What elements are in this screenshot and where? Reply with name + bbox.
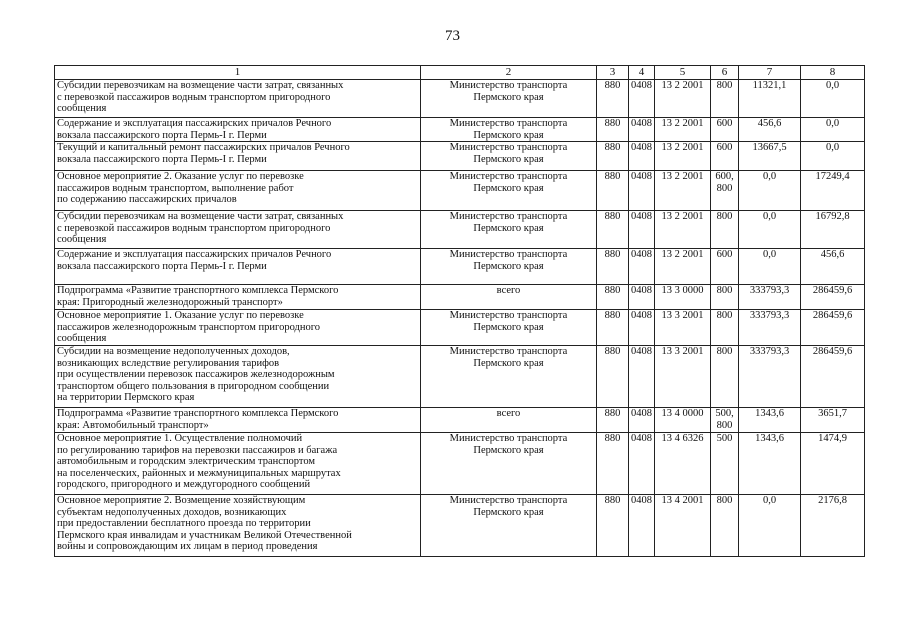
cell-section-text: 0408	[631, 80, 652, 91]
cell-expense-type-text: 600	[716, 142, 733, 153]
cell-amount-1	[739, 285, 801, 310]
cell-section-text: 0408	[631, 346, 652, 357]
cell-target-article	[655, 118, 711, 142]
cell-expense-type	[711, 249, 739, 285]
cell-administrator	[421, 346, 597, 408]
cell-section-text: 0408	[631, 433, 652, 444]
cell-section-text: 0408	[631, 171, 652, 182]
cell-target-article-text: 13 4 2001	[661, 495, 704, 506]
cell-item-name-text: Текущий и капитальный ремонт пассажирских причалов Речного вокзала пассажирского порта Пермь-I г. Перми	[57, 142, 350, 165]
cell-grbs	[597, 346, 629, 408]
cell-administrator-text: Министерство транспорта Пермского края	[449, 249, 568, 272]
cell-expense-type-text: 800	[716, 495, 733, 506]
cell-amount-2-text: 0,0	[825, 142, 840, 153]
cell-target-article	[655, 433, 711, 495]
cell-administrator	[421, 80, 597, 118]
cell-grbs	[597, 495, 629, 557]
cell-grbs-text: 880	[604, 346, 621, 357]
cell-grbs-text: 880	[604, 171, 621, 182]
cell-administrator-text: Министерство транспорта Пермского края	[449, 118, 568, 141]
cell-item-name	[55, 495, 421, 557]
cell-grbs	[597, 80, 629, 118]
cell-grbs-text: 880	[604, 408, 621, 419]
cell-item-name	[55, 80, 421, 118]
cell-expense-type-text: 600	[716, 249, 733, 260]
cell-amount-1-text: 333793,3	[749, 310, 790, 321]
cell-item-name	[55, 171, 421, 211]
cell-amount-2-text: 286459,6	[812, 310, 853, 321]
cell-target-article-text: 13 2 2001	[661, 249, 704, 260]
cell-administrator-text: Министерство транспорта Пермского края	[449, 346, 568, 369]
cell-target-article	[655, 171, 711, 211]
cell-expense-type-text: 800	[716, 80, 733, 91]
cell-item-name-text: Подпрограмма «Развитие транспортного комплекса Пермского края: Автомобильный транспорт»	[57, 408, 339, 431]
cell-amount-1-text: 333793,3	[749, 346, 790, 357]
cell-grbs-text: 880	[604, 310, 621, 321]
cell-amount-2-text: 456,6	[820, 249, 845, 260]
cell-administrator-text: Министерство транспорта Пермского края	[449, 310, 568, 333]
cell-target-article-text: 13 4 0000	[661, 408, 704, 419]
cell-section	[629, 310, 655, 346]
cell-target-article-text: 13 3 2001	[661, 310, 704, 321]
cell-section-text: 0408	[631, 142, 652, 153]
cell-amount-2-text: 0,0	[825, 118, 840, 129]
table-row	[55, 285, 865, 310]
cell-administrator	[421, 408, 597, 433]
cell-item-name	[55, 346, 421, 408]
cell-item-name-text: Содержание и эксплуатация пассажирских причалов Речного вокзала пассажирского порта Пермь-I г. Перми	[57, 118, 332, 141]
cell-expense-type	[711, 495, 739, 557]
cell-amount-1	[739, 118, 801, 142]
cell-amount-1-text: 0,0	[762, 171, 777, 182]
header-col-4: 4	[629, 66, 655, 80]
cell-amount-1	[739, 211, 801, 249]
cell-amount-2	[801, 495, 865, 557]
cell-item-name-text: Основное мероприятие 2. Оказание услуг по перевозке пассажиров водным транспортом, выполнение работ по содержанию пассажирских причалов	[57, 171, 304, 205]
cell-grbs	[597, 433, 629, 495]
cell-amount-2	[801, 346, 865, 408]
table-row	[55, 118, 865, 142]
cell-item-name-text: Содержание и эксплуатация пассажирских причалов Речного вокзала пассажирского порта Пермь-I г. Перми	[57, 249, 332, 272]
cell-item-name-text: Субсидии перевозчикам на возмещение части затрат, связанных с перевозкой пассажиров водным транспортом пригородного сообщения	[57, 80, 344, 114]
cell-administrator-text: всего	[496, 408, 521, 419]
cell-expense-type	[711, 80, 739, 118]
cell-administrator-text: Министерство транспорта Пермского края	[449, 211, 568, 234]
cell-administrator	[421, 285, 597, 310]
cell-amount-1-text: 1343,6	[755, 408, 784, 419]
cell-amount-2	[801, 211, 865, 249]
cell-amount-1	[739, 249, 801, 285]
cell-item-name	[55, 211, 421, 249]
cell-expense-type	[711, 408, 739, 433]
cell-grbs	[597, 142, 629, 171]
table-row	[55, 495, 865, 557]
cell-expense-type	[711, 142, 739, 171]
cell-expense-type-text: 800	[716, 285, 733, 296]
cell-expense-type	[711, 118, 739, 142]
cell-grbs-text: 880	[604, 495, 621, 506]
cell-grbs	[597, 408, 629, 433]
cell-target-article-text: 13 2 2001	[661, 118, 704, 129]
cell-target-article	[655, 285, 711, 310]
header-col-1: 1	[55, 66, 421, 80]
cell-amount-2	[801, 142, 865, 171]
cell-administrator	[421, 118, 597, 142]
cell-section	[629, 433, 655, 495]
cell-amount-2-text: 17249,4	[815, 171, 850, 182]
cell-amount-1-text: 333793,3	[749, 285, 790, 296]
cell-amount-2-text: 3651,7	[818, 408, 847, 419]
cell-administrator-text: Министерство транспорта Пермского края	[449, 142, 568, 165]
cell-amount-1-text: 0,0	[762, 211, 777, 222]
cell-amount-2-text: 286459,6	[812, 346, 853, 357]
cell-grbs	[597, 211, 629, 249]
cell-target-article	[655, 495, 711, 557]
cell-grbs	[597, 285, 629, 310]
cell-section	[629, 285, 655, 310]
cell-item-name-text: Субсидии на возмещение недополученных доходов, возникающих вследствие регулирования тарифов при осуществлении перевозок пассажиров железнодорожным транспортом общего пользования в пригородном сообщении на территории Пермского края	[57, 346, 335, 403]
table-row	[55, 142, 865, 171]
cell-administrator-text: Министерство транспорта Пермского края	[449, 171, 568, 194]
cell-section	[629, 211, 655, 249]
cell-target-article-text: 13 3 2001	[661, 346, 704, 357]
cell-target-article-text: 13 2 2001	[661, 142, 704, 153]
cell-amount-2-text: 16792,8	[815, 211, 850, 222]
cell-expense-type	[711, 346, 739, 408]
cell-amount-1	[739, 171, 801, 211]
cell-administrator	[421, 249, 597, 285]
cell-item-name	[55, 285, 421, 310]
cell-grbs	[597, 118, 629, 142]
cell-amount-1	[739, 346, 801, 408]
cell-section-text: 0408	[631, 408, 652, 419]
cell-amount-2	[801, 310, 865, 346]
header-col-2: 2	[421, 66, 597, 80]
cell-amount-1	[739, 433, 801, 495]
cell-section	[629, 249, 655, 285]
cell-target-article-text: 13 3 0000	[661, 285, 704, 296]
cell-amount-2-text: 1474,9	[818, 433, 847, 444]
cell-section-text: 0408	[631, 249, 652, 260]
cell-administrator	[421, 171, 597, 211]
cell-administrator	[421, 495, 597, 557]
cell-amount-1-text: 0,0	[762, 495, 777, 506]
cell-grbs	[597, 171, 629, 211]
cell-item-name-text: Основное мероприятие 1. Оказание услуг по перевозке пассажиров железнодорожным транспортом пригородного сообщения	[57, 310, 321, 344]
cell-item-name	[55, 408, 421, 433]
header-col-3: 3	[597, 66, 629, 80]
cell-target-article	[655, 346, 711, 408]
cell-expense-type	[711, 285, 739, 310]
cell-item-name	[55, 249, 421, 285]
cell-target-article-text: 13 4 6326	[661, 433, 704, 444]
cell-amount-1	[739, 408, 801, 433]
cell-target-article-text: 13 2 2001	[661, 80, 704, 91]
cell-section	[629, 408, 655, 433]
cell-section-text: 0408	[631, 211, 652, 222]
cell-administrator	[421, 433, 597, 495]
cell-administrator	[421, 142, 597, 171]
cell-administrator-text: Министерство транспорта Пермского края	[449, 80, 568, 103]
cell-grbs-text: 880	[604, 142, 621, 153]
cell-amount-2	[801, 408, 865, 433]
header-col-5: 5	[655, 66, 711, 80]
cell-target-article	[655, 310, 711, 346]
cell-target-article	[655, 249, 711, 285]
cell-item-name	[55, 310, 421, 346]
cell-expense-type	[711, 310, 739, 346]
cell-expense-type-text: 500	[716, 433, 733, 444]
cell-amount-2	[801, 285, 865, 310]
cell-section	[629, 80, 655, 118]
cell-amount-1-text: 1343,6	[755, 433, 784, 444]
cell-target-article-text: 13 2 2001	[661, 171, 704, 182]
cell-item-name-text: Подпрограмма «Развитие транспортного комплекса Пермского края: Пригородный железнодорожный транспорт»	[57, 285, 339, 308]
cell-item-name-text: Субсидии перевозчикам на возмещение части затрат, связанных с перевозкой пассажиров водным транспортом пригородного сообщения	[57, 211, 344, 245]
cell-expense-type	[711, 433, 739, 495]
cell-expense-type-text: 600	[716, 118, 733, 129]
table-row	[55, 211, 865, 249]
cell-section	[629, 495, 655, 557]
cell-expense-type-text: 600, 800	[715, 171, 734, 194]
cell-expense-type-text: 800	[716, 211, 733, 222]
cell-target-article	[655, 211, 711, 249]
cell-amount-1	[739, 142, 801, 171]
cell-amount-2	[801, 80, 865, 118]
cell-amount-2	[801, 433, 865, 495]
cell-grbs-text: 880	[604, 80, 621, 91]
cell-amount-1-text: 456,6	[757, 118, 782, 129]
table-row	[55, 433, 865, 495]
table-row	[55, 171, 865, 211]
cell-grbs-text: 880	[604, 249, 621, 260]
cell-expense-type	[711, 211, 739, 249]
page-number: 73	[445, 28, 460, 44]
cell-grbs	[597, 310, 629, 346]
table-row	[55, 80, 865, 118]
table-row	[55, 310, 865, 346]
cell-amount-1	[739, 80, 801, 118]
budget-table	[54, 65, 865, 557]
cell-expense-type-text: 500, 800	[715, 408, 734, 431]
cell-target-article	[655, 142, 711, 171]
table-row	[55, 249, 865, 285]
cell-section-text: 0408	[631, 118, 652, 129]
cell-grbs-text: 880	[604, 118, 621, 129]
cell-administrator-text: Министерство транспорта Пермского края	[449, 433, 568, 456]
cell-expense-type	[711, 171, 739, 211]
cell-amount-2	[801, 118, 865, 142]
cell-section-text: 0408	[631, 310, 652, 321]
cell-grbs-text: 880	[604, 211, 621, 222]
cell-expense-type-text: 800	[716, 310, 733, 321]
table-header-row	[55, 66, 865, 80]
cell-item-name-text: Основное мероприятие 2. Возмещение хозяйствующим субъектам недополученных доходов, возникающих при предоставлении бесплатного проезда по территории Пермского края инвалидам и участникам Великой Отечественной войны и сопровождающим их лицам в период проведения	[57, 495, 352, 552]
cell-item-name-text: Основное мероприятие 1. Осуществление полномочий по регулированию тарифов на перевозки пассажиров и багажа автомобильным и городским электрическим транспортом на поселенческих, районных и межмуниципальных маршрутах городского, пригородного и междугородного сообщений	[57, 433, 341, 490]
cell-target-article	[655, 408, 711, 433]
cell-amount-1-text: 0,0	[762, 249, 777, 260]
cell-amount-2-text: 286459,6	[812, 285, 853, 296]
cell-amount-2-text: 0,0	[825, 80, 840, 91]
cell-amount-1	[739, 495, 801, 557]
cell-amount-2-text: 2176,8	[818, 495, 847, 506]
cell-administrator	[421, 310, 597, 346]
cell-section	[629, 118, 655, 142]
header-col-6: 6	[711, 66, 739, 80]
cell-amount-1-text: 11321,1	[752, 80, 787, 91]
cell-item-name	[55, 433, 421, 495]
cell-grbs	[597, 249, 629, 285]
cell-administrator	[421, 211, 597, 249]
cell-expense-type-text: 800	[716, 346, 733, 357]
cell-grbs-text: 880	[604, 285, 621, 296]
cell-target-article	[655, 80, 711, 118]
header-col-8: 8	[801, 66, 865, 80]
cell-section	[629, 171, 655, 211]
cell-administrator-text: Министерство транспорта Пермского края	[449, 495, 568, 518]
cell-section-text: 0408	[631, 495, 652, 506]
cell-grbs-text: 880	[604, 433, 621, 444]
cell-section-text: 0408	[631, 285, 652, 296]
cell-amount-2	[801, 249, 865, 285]
cell-item-name	[55, 118, 421, 142]
cell-amount-2	[801, 171, 865, 211]
cell-section	[629, 346, 655, 408]
header-col-7: 7	[739, 66, 801, 80]
cell-administrator-text: всего	[496, 285, 521, 296]
table-row	[55, 346, 865, 408]
table-row	[55, 408, 865, 433]
cell-target-article-text: 13 2 2001	[661, 211, 704, 222]
cell-amount-1	[739, 310, 801, 346]
cell-section	[629, 142, 655, 171]
cell-item-name	[55, 142, 421, 171]
cell-amount-1-text: 13667,5	[752, 142, 787, 153]
